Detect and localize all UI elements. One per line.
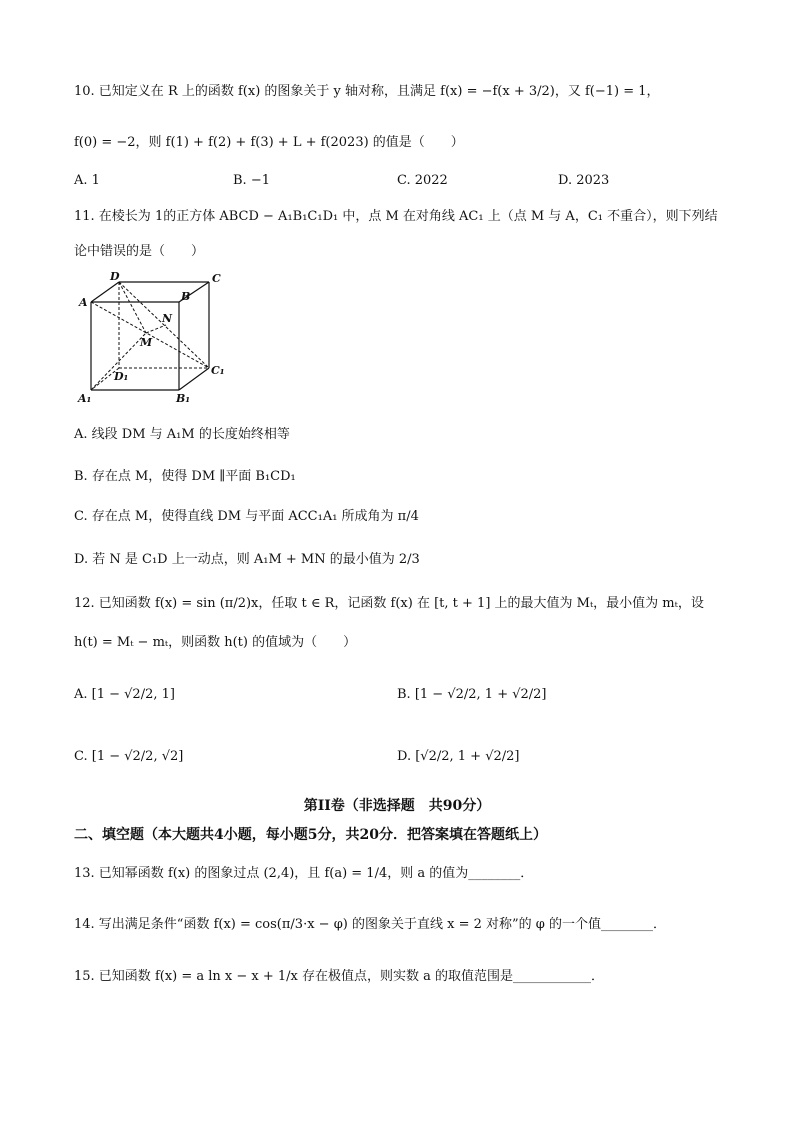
label-m: M	[140, 336, 153, 349]
q12-option-b: B. [1 − √2/2, 1 + √2/2]	[397, 687, 547, 702]
label-a1: A₁	[78, 392, 92, 405]
cube-figure	[74, 270, 234, 410]
q13-text: 13. 已知幂函数 f(x) 的图象过点 (2,4)，且 f(a) = 1/4，则 a 的值为________．	[74, 866, 534, 881]
label-c1: C₁	[211, 364, 225, 377]
q12-option-d: D. [√2/2, 1 + √2/2]	[397, 749, 520, 764]
q12-option-a: A. [1 − √2/2, 1]	[74, 687, 175, 702]
q10-line2: f(0) = −2，则 f(1) + f(2) + f(3) + L + f(2023) 的值是（ ）	[74, 135, 464, 150]
q11-option-b: B. 存在点 M，使得 DM ∥平面 B₁CD₁	[74, 469, 296, 484]
label-n: N	[162, 312, 173, 325]
q10-option-b: B. −1	[233, 173, 270, 188]
label-c: C	[212, 272, 221, 285]
q10-option-c: C. 2022	[397, 173, 448, 188]
q12-line2: h(t) = Mₜ − mₜ，则函数 h(t) 的值域为（ ）	[74, 635, 357, 650]
label-b1: B₁	[176, 392, 191, 405]
edge-b1-c1	[179, 368, 209, 390]
q12-line1: 12. 已知函数 f(x) = sin (π/2)x，任取 t ∈ R，记函数 f(x) 在 [t, t + 1] 上的最大值为 Mₜ，最小值为 mₜ，设	[74, 596, 704, 611]
fill-in-heading: 二、填空题（本大题共4小题，每小题5分，共20分．把答案填在答题纸上）	[74, 827, 547, 843]
label-b: B	[181, 290, 191, 303]
q10-line1: 10. 已知定义在 R 上的函数 f(x) 的图象关于 y 轴对称，且满足 f(x) = −f(x + 3/2)，又 f(−1) = 1，	[74, 84, 660, 99]
edge-d-a	[91, 282, 119, 302]
q10-option-d: D. 2023	[558, 173, 610, 188]
q11-line2: 论中错误的是（ ）	[74, 244, 205, 259]
q10-option-a: A. 1	[74, 173, 100, 188]
q11-line1: 11. 在棱长为 1的正方体 ABCD − A₁B₁C₁D₁ 中，点 M 在对角线 AC₁ 上（点 M 与 A，C₁ 不重合），则下列结	[74, 209, 718, 224]
label-d: D	[110, 270, 120, 283]
q14-text: 14. 写出满足条件“函数 f(x) = cos(π/3·x − φ) 的图象关于直线 x = 2 对称”的 φ 的一个值________．	[74, 917, 667, 932]
q11-option-d: D. 若 N 是 C₁D 上一动点，则 A₁M + MN 的最小值为 2/3	[74, 552, 420, 567]
q12-option-c: C. [1 − √2/2, √2]	[74, 749, 184, 764]
seg-m-n	[146, 325, 166, 333]
q15-text: 15. 已知函数 f(x) = a ln x − x + 1/x 存在极值点，则实数 a 的取值范围是____________．	[74, 969, 605, 984]
q11-option-c: C. 存在点 M，使得直线 DM 与平面 ACC₁A₁ 所成角为 π/4	[74, 509, 419, 524]
label-a: A	[79, 296, 88, 309]
diag-a-c1	[91, 302, 209, 368]
section2-title: 第II卷（非选择题 共90分）	[303, 798, 491, 814]
label-d1: D₁	[114, 370, 129, 383]
q11-option-a: A. 线段 DM 与 A₁M 的长度始终相等	[74, 427, 290, 442]
